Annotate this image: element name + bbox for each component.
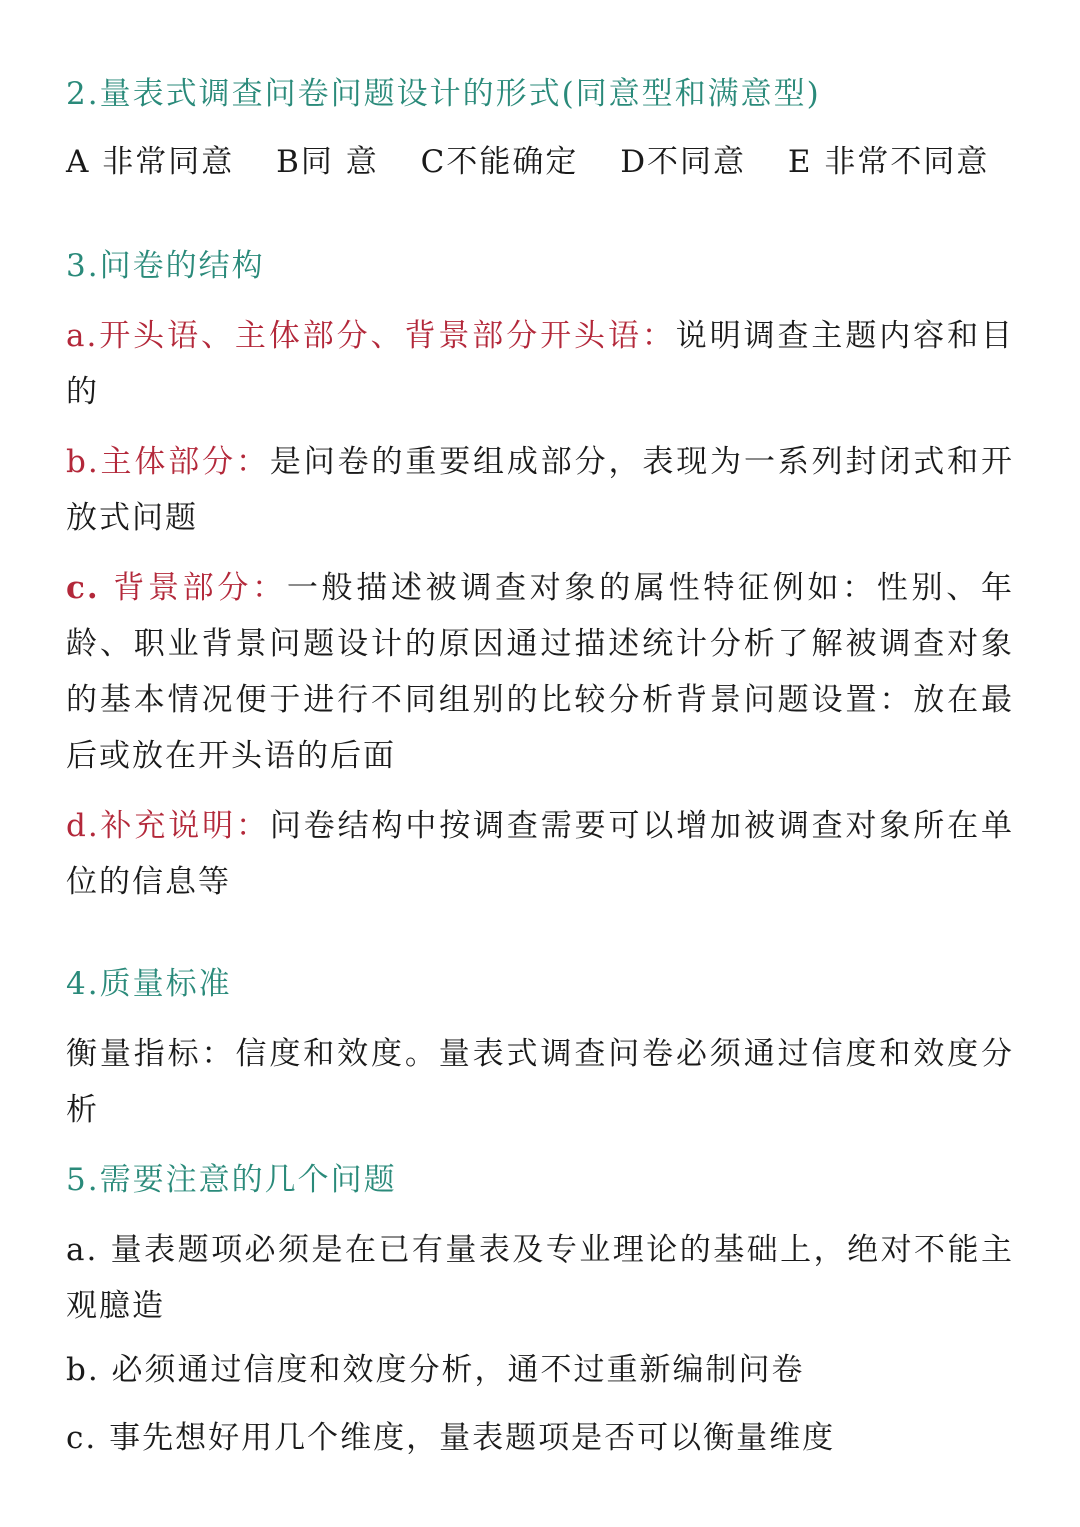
note-item-a: a. 量表题项必须是在已有量表及专业理论的基础上，绝对不能主观臆造	[66, 1232, 1014, 1324]
note-item-b: b. 必须通过信度和效度分析，通不过重新编制问卷	[66, 1352, 805, 1388]
structure-item-c-prefix: c.	[66, 570, 100, 606]
section-2-options	[66, 134, 1014, 190]
structure-item-d-label: d.补充说明：	[66, 808, 270, 844]
structure-item-d	[66, 798, 1014, 910]
option-e: E 非常不同意	[787, 144, 990, 180]
structure-item-a-label: a.开头语、主体部分、背景部分开头语：	[66, 318, 676, 354]
structure-item-c-text: 一般描述被调查对象的属性特征例如：性别、年龄、职业背景问题设计的原因通过描述统计分析了解被调查对象的基本情况便于进行不同组别的比较分析背景问题设置：放在最后或放在开头语的后面	[66, 570, 1015, 774]
note-item-c: c. 事先想好用几个维度，量表题项是否可以衡量维度	[66, 1420, 836, 1456]
section-5-title: 5.需要注意的几个问题	[66, 1162, 397, 1198]
quality-standard-text: 衡量指标：信度和效度。量表式调查问卷必须通过信度和效度分析	[66, 1036, 1014, 1128]
structure-item-a	[66, 308, 1014, 420]
structure-item-c-label: 背景部分：	[113, 570, 287, 606]
structure-item-d-text: 问卷结构中按调查需要可以增加被调查对象所在单位的信息等	[66, 808, 1014, 900]
structure-item-a-text: 说明调查主题内容和目的	[66, 318, 1014, 410]
section-3-title: 3.问卷的结构	[66, 248, 265, 284]
option-a: A 非常同意	[66, 144, 235, 180]
structure-item-b	[66, 434, 1014, 546]
section-4-title: 4.质量标准	[66, 966, 232, 1002]
section-2-title: 2.量表式调查问卷问题设计的形式(同意型和满意型)	[66, 76, 821, 112]
option-b: B同 意	[276, 144, 379, 180]
option-c: C不能确定	[420, 144, 579, 180]
structure-item-b-label: b.主体部分：	[66, 444, 270, 480]
option-d: D不同意	[620, 144, 747, 180]
structure-item-b-text: 是问卷的重要组成部分，表现为一系列封闭式和开放式问题	[66, 444, 1014, 536]
structure-item-c	[66, 560, 1014, 784]
